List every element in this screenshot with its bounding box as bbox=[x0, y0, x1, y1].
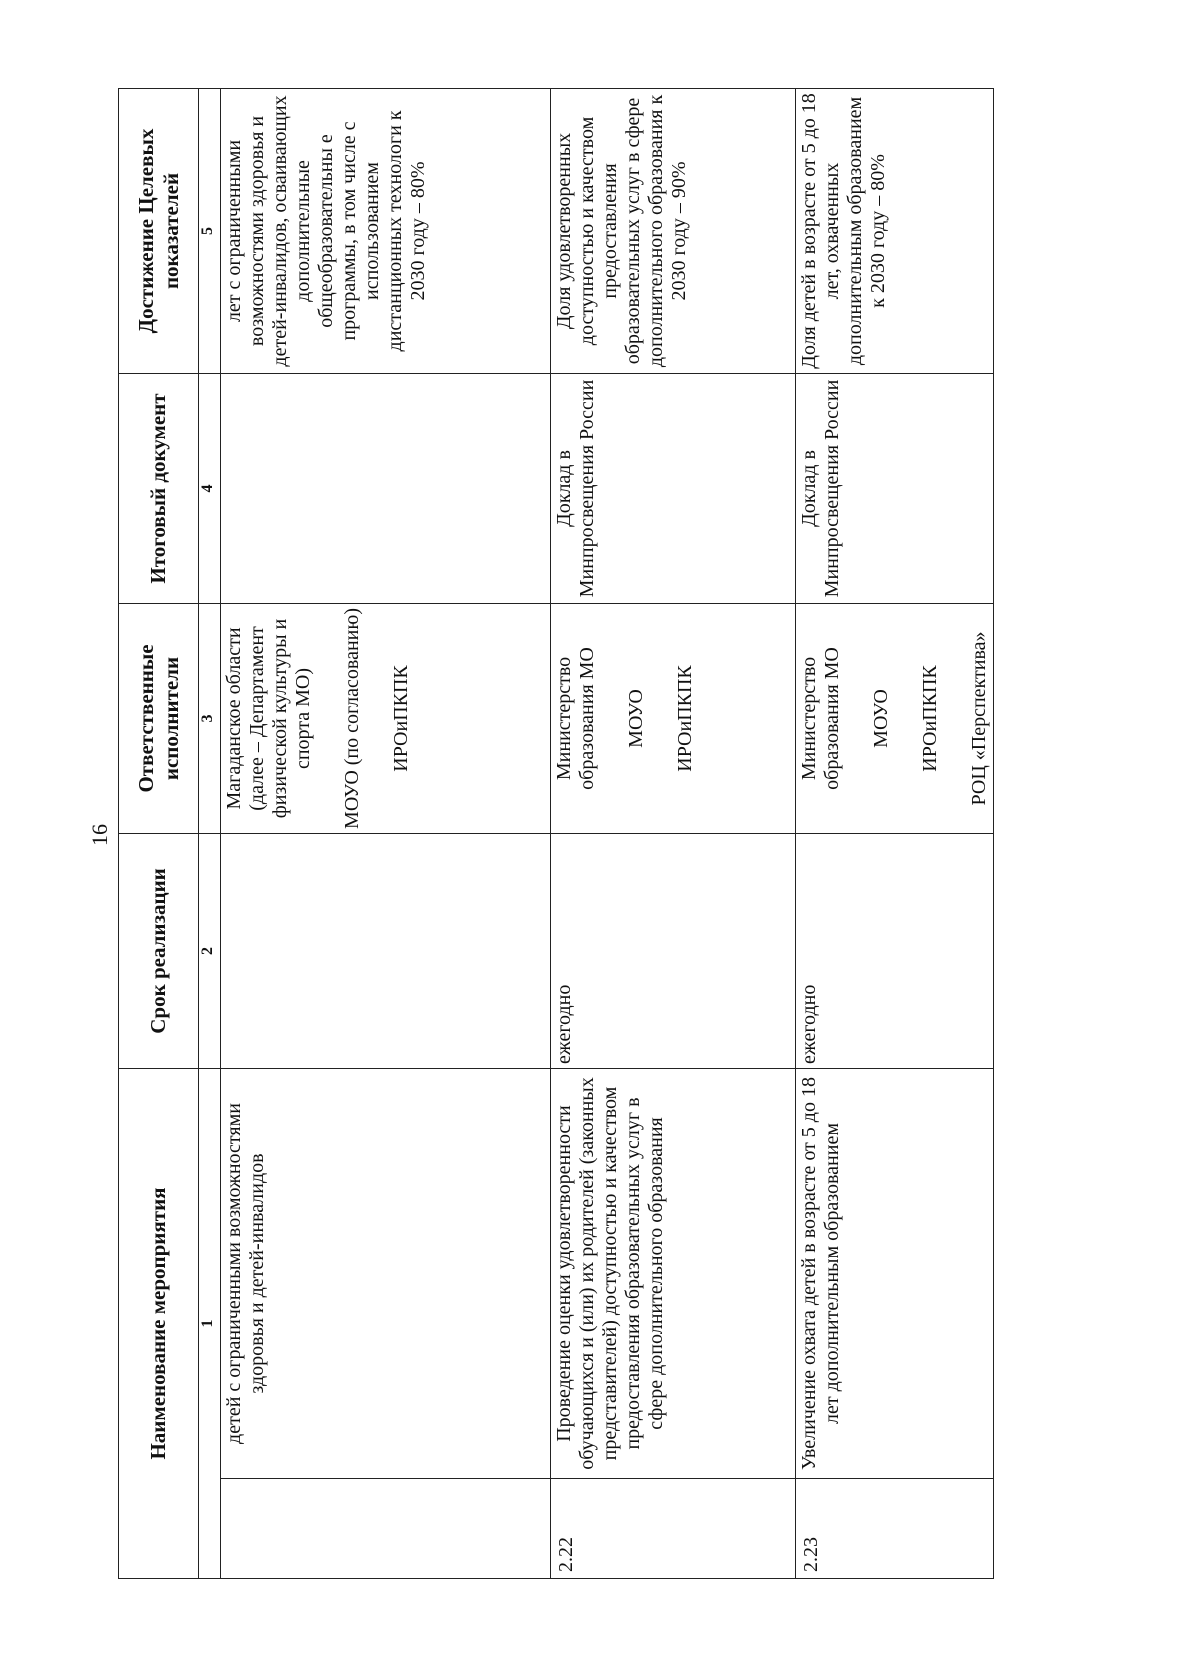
executor-item: ИРОиПКПК bbox=[674, 665, 696, 772]
executor-item: МОУО bbox=[625, 689, 647, 748]
header-executors: Ответственные исполнители bbox=[119, 603, 199, 833]
column-number-row bbox=[199, 88, 221, 1578]
term-cell: ежегодно bbox=[551, 833, 796, 1068]
column-number: 2 bbox=[199, 833, 221, 1068]
executor-item: ИРОиПКПК bbox=[390, 665, 412, 772]
table-row bbox=[221, 88, 551, 1578]
document-cell: Доклад в Минпросвещения России bbox=[551, 373, 796, 603]
indicator-cell: Доля удовлетворенных доступностью и качеством предоставления образовательных услуг в сфере дополнительного образования к 2030 году – 90% bbox=[551, 88, 796, 373]
document-cell: Доклад в Минпросвещения России bbox=[796, 373, 994, 603]
rotated-table-container bbox=[118, 89, 988, 1579]
document-cell bbox=[221, 373, 551, 603]
executors-cell bbox=[221, 603, 551, 833]
header-indicators: Достижение Целевых показателей bbox=[119, 88, 199, 373]
executors-cell bbox=[551, 603, 796, 833]
executor-item: РОЦ «Перспектива» bbox=[968, 631, 990, 806]
column-number: 1 bbox=[199, 1068, 221, 1578]
executor-item: МОУО (по согласованию) bbox=[341, 608, 363, 829]
term-cell: ежегодно bbox=[796, 833, 994, 1068]
activity-name-cell: детей с ограниченными возможностями здоровья и детей-инвалидов bbox=[221, 1068, 551, 1478]
term-cell bbox=[221, 833, 551, 1068]
executors-cell bbox=[796, 603, 994, 833]
header-term: Срок реализации bbox=[119, 833, 199, 1068]
header-activity-name: Наименование мероприятия bbox=[119, 1068, 199, 1578]
executor-item: Магаданское области (далее – Департамент физической культуры и спорта МО) bbox=[223, 618, 314, 819]
executor-item: МОУО bbox=[870, 689, 892, 748]
column-number: 5 bbox=[199, 88, 221, 373]
row-number: 2.23 bbox=[796, 1479, 994, 1579]
executor-item: Министерство образования МО bbox=[798, 647, 843, 790]
executor-item: ИРОиПКПК bbox=[919, 665, 941, 772]
table-row bbox=[796, 88, 994, 1578]
indicator-cell: Доля детей в возрасте от 5 до 18 лет, охваченных дополнительным образованием к 2030 году – 80% bbox=[796, 88, 994, 373]
executor-item: Министерство образования МО bbox=[553, 647, 598, 790]
plan-table bbox=[118, 88, 994, 1579]
page-number: 16 bbox=[87, 824, 112, 846]
activity-name-cell: Увеличение охвата детей в возрасте от 5 до 18 лет дополнительным образованием bbox=[796, 1068, 994, 1478]
activity-name-cell: Проведение оценки удовлетворенности обучающихся и (или) их родителей (законных представителей) доступностью и качеством предоставления образовательных услуг в сфере дополнительного образования bbox=[551, 1068, 796, 1478]
row-number: 2.22 bbox=[551, 1479, 796, 1579]
table-header-row bbox=[119, 88, 199, 1578]
table-row bbox=[551, 88, 796, 1578]
row-number bbox=[221, 1479, 551, 1579]
indicator-cell: лет с ограниченными возможностями здоровья и детей-инвалидов, осваивающих дополнительные общеобразовательны е программы, в том числе с использованием дистанционных технологи к 2030 году – 80% bbox=[221, 88, 551, 373]
column-number: 4 bbox=[199, 373, 221, 603]
column-number: 3 bbox=[199, 603, 221, 833]
header-document: Итоговый документ bbox=[119, 373, 199, 603]
